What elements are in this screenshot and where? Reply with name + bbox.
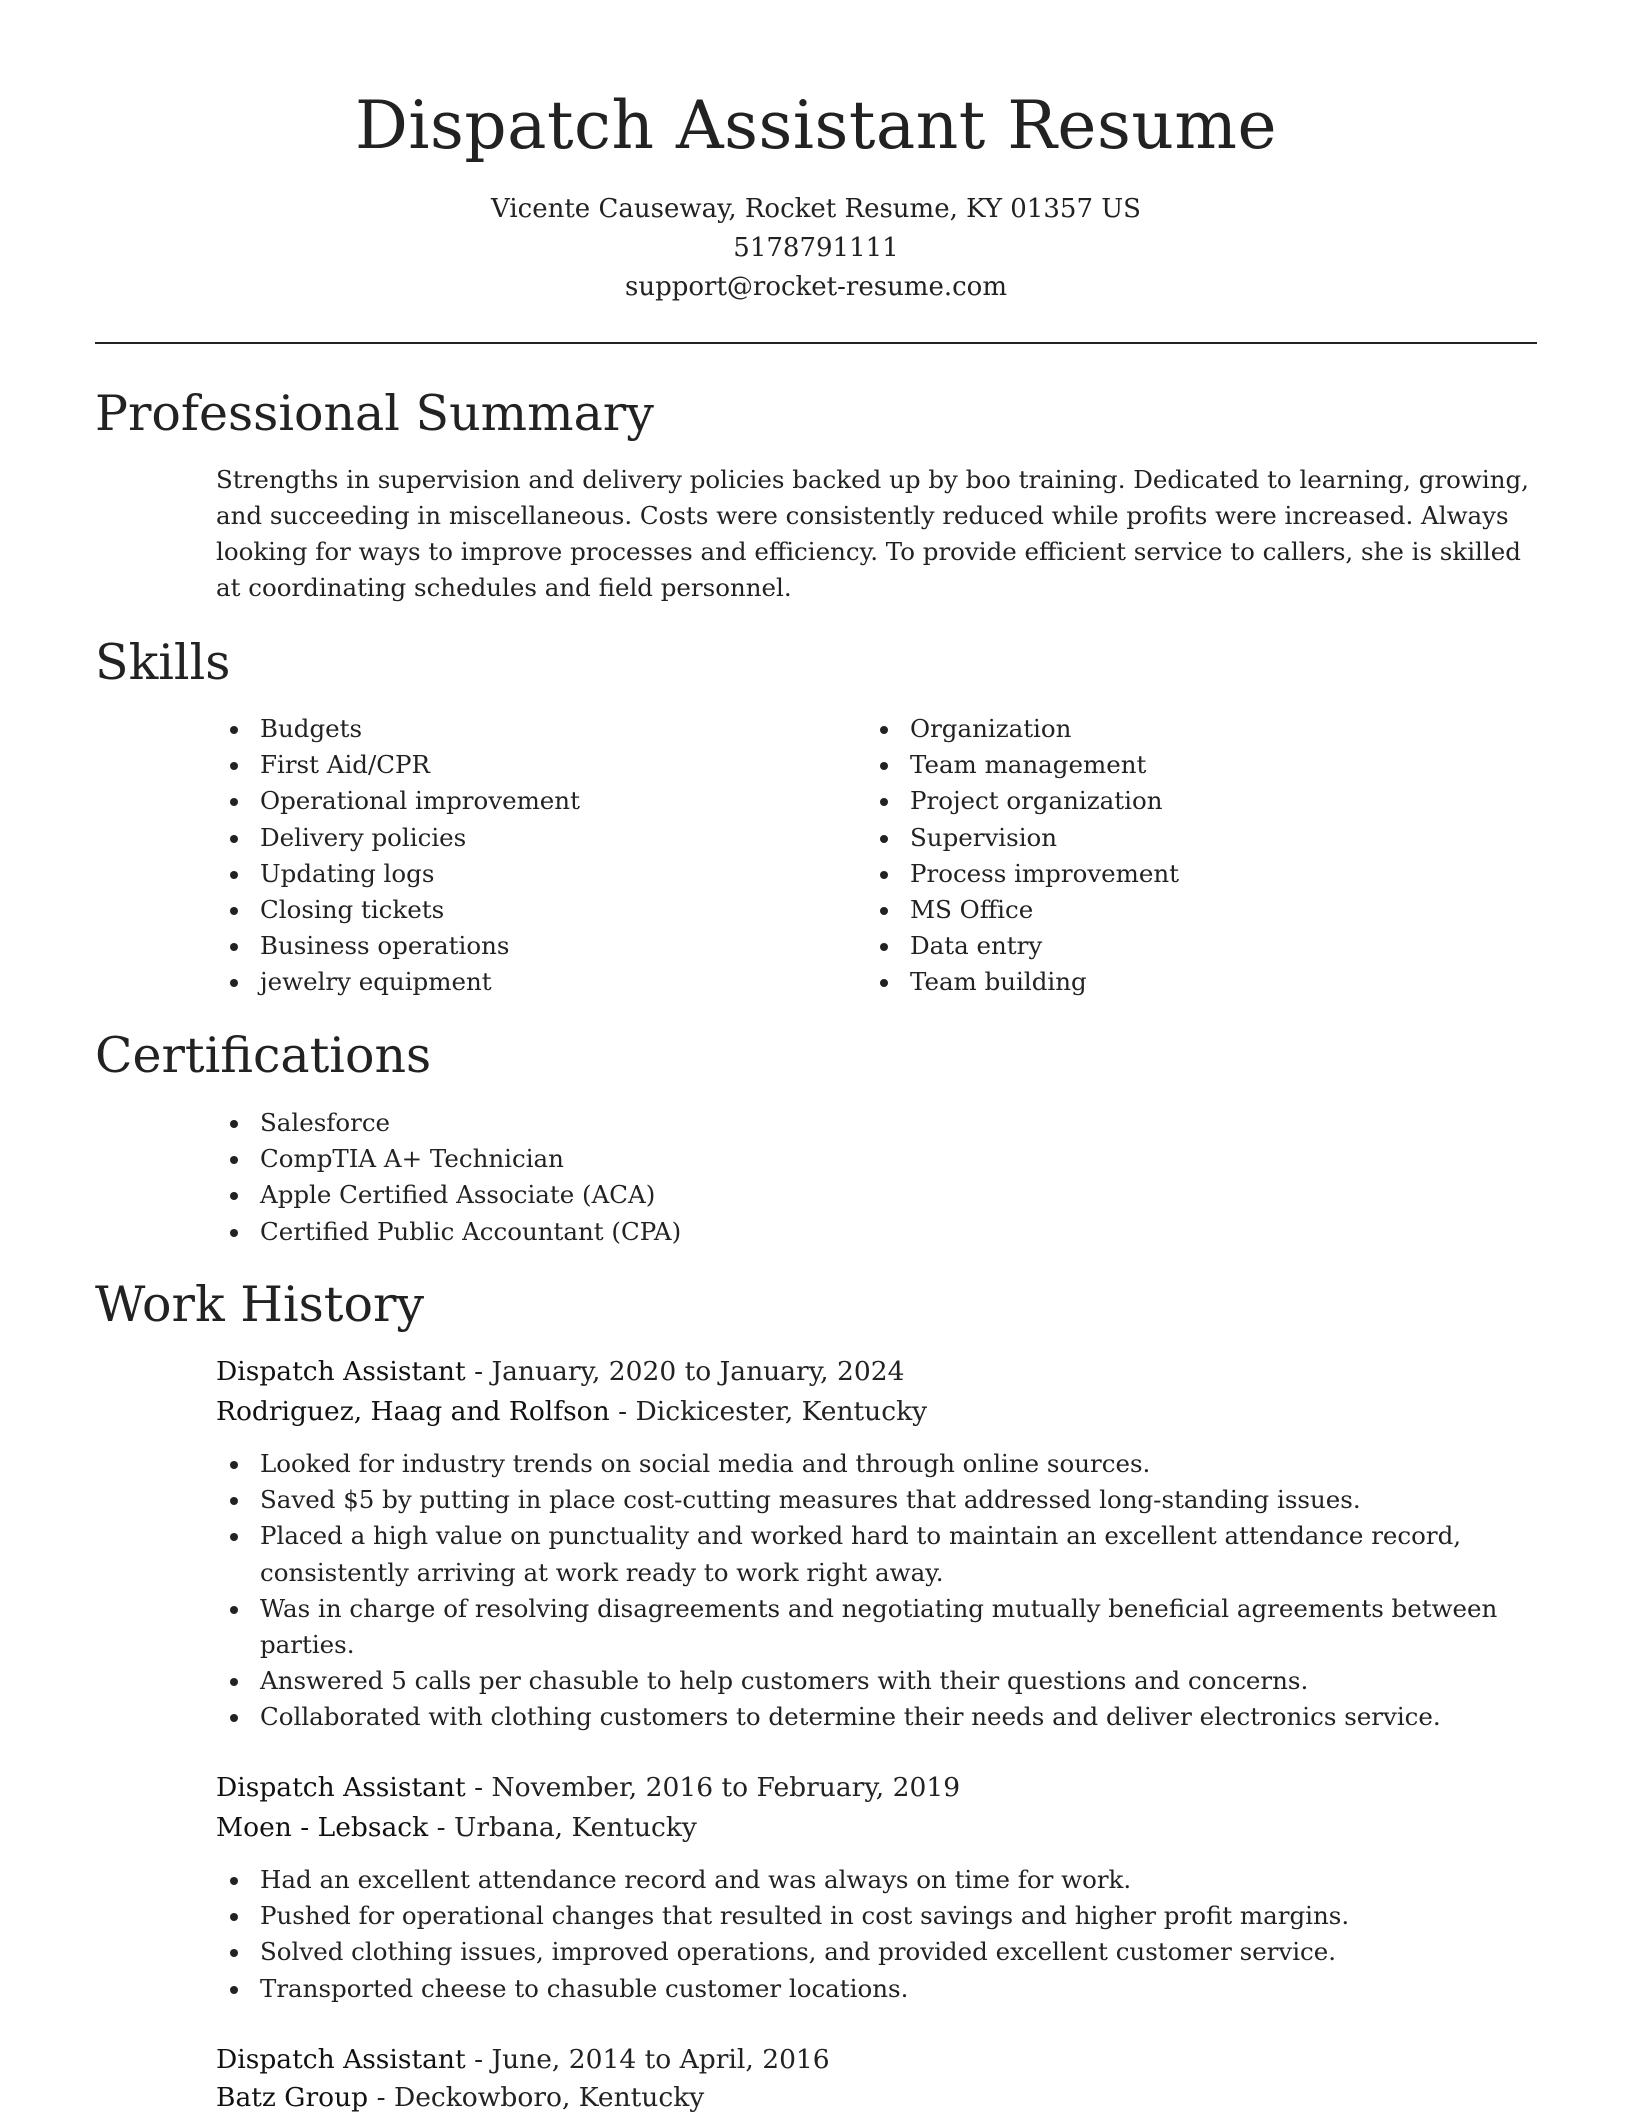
job-dates: June, 2014 to April, 2016 — [491, 2044, 830, 2075]
skills-list-right — [866, 711, 1466, 1001]
job-bullet: Was in charge of resolving disagreements and negotiating mutually beneficial agreements between parties. — [216, 1591, 1537, 1663]
job-company: Moen - Lebsack — [216, 1812, 429, 1843]
job-title-line: Dispatch Assistant - November, 2016 to February, 2019 — [216, 1772, 961, 1803]
job-location: Dickicester, Kentucky — [635, 1396, 928, 1427]
job-bullet: Transported cheese to chasuble customer locations. — [216, 1971, 1537, 2007]
job-location: Urbana, Kentucky — [454, 1812, 697, 1843]
job-title: Dispatch Assistant — [216, 2044, 466, 2075]
job-company-line: Rodriguez, Haag and Rolfson - Dickicester, Kentucky — [216, 1396, 928, 1427]
job-bullet: Placed a high value on punctuality and worked hard to maintain an excellent attendance record, consistently arriving at work ready to work right away. — [216, 1518, 1537, 1590]
skill-item: Business operations — [216, 928, 816, 964]
job-title: Dispatch Assistant — [216, 1356, 466, 1387]
skill-item: Team building — [866, 964, 1466, 1000]
job-title-line: Dispatch Assistant - June, 2014 to April, 2016 — [216, 2044, 830, 2075]
skills-heading: Skills — [95, 634, 231, 691]
job-bullets — [216, 1446, 1537, 1736]
certifications-list — [216, 1105, 1416, 1250]
skill-item: Closing tickets — [216, 892, 816, 928]
skill-item: Supervision — [866, 820, 1466, 856]
job-bullet: Answered 5 calls per chasuble to help customers with their questions and concerns. — [216, 1663, 1537, 1699]
job-company-line: Moen - Lebsack - Urbana, Kentucky — [216, 1812, 697, 1843]
skill-item: Budgets — [216, 711, 816, 747]
job-company-line: Batz Group - Deckowboro, Kentucky — [216, 2082, 705, 2113]
job-dates: November, 2016 to February, 2019 — [491, 1772, 961, 1803]
page-title: Dispatch Assistant Resume — [355, 87, 1277, 164]
skill-item: First Aid/CPR — [216, 747, 816, 783]
job-bullet: Had an excellent attendance record and was always on time for work. — [216, 1862, 1537, 1898]
skill-item: MS Office — [866, 892, 1466, 928]
work-history-heading: Work History — [95, 1276, 425, 1333]
job-location: Deckowboro, Kentucky — [393, 2082, 705, 2113]
skill-item: Data entry — [866, 928, 1466, 964]
summary-text: Strengths in supervision and delivery policies backed up by boo training. Dedicated to learning, growing, and succeeding in miscellaneous. Costs were consistently reduced while profits were increased. Always looking for ways to improve processes and efficiency. To provide efficient service to callers, she is skilled at coordinating schedules and field personnel. — [216, 465, 1529, 602]
job-title: Dispatch Assistant — [216, 1772, 466, 1803]
job-title-line: Dispatch Assistant - January, 2020 to January, 2024 — [216, 1356, 905, 1387]
job-bullet: Pushed for operational changes that resulted in cost savings and higher profit margins. — [216, 1898, 1537, 1934]
skill-item: Delivery policies — [216, 820, 816, 856]
skill-item: Project organization — [866, 783, 1466, 819]
certification-item: Apple Certified Associate (ACA) — [216, 1177, 1416, 1213]
contact-block — [95, 190, 1537, 307]
job-company: Rodriguez, Haag and Rolfson — [216, 1396, 610, 1427]
certification-item: CompTIA A+ Technician — [216, 1141, 1416, 1177]
contact-address: Vicente Causeway, Rocket Resume, KY 01357 US — [491, 194, 1141, 224]
job-company: Batz Group — [216, 2082, 369, 2113]
job-dates: January, 2020 to January, 2024 — [491, 1356, 905, 1387]
skill-item: jewelry equipment — [216, 964, 816, 1000]
contact-phone: 5178791111 — [733, 233, 899, 263]
summary-heading: Professional Summary — [95, 385, 654, 442]
certifications-heading: Certifications — [95, 1027, 432, 1084]
job-bullet: Looked for industry trends on social media and through online sources. — [216, 1446, 1537, 1482]
certification-item: Salesforce — [216, 1105, 1416, 1141]
job-bullet: Collaborated with clothing customers to determine their needs and deliver electronics service. — [216, 1699, 1537, 1735]
skill-item: Organization — [866, 711, 1466, 747]
skill-item: Operational improvement — [216, 783, 816, 819]
skill-item: Process improvement — [866, 856, 1466, 892]
job-bullets — [216, 1862, 1537, 2007]
skill-item: Updating logs — [216, 856, 816, 892]
skills-list-left — [216, 711, 816, 1001]
certification-item: Certified Public Accountant (CPA) — [216, 1214, 1416, 1250]
job-bullet: Solved clothing issues, improved operations, and provided excellent customer service. — [216, 1934, 1537, 1970]
contact-email: support@rocket-resume.com — [624, 272, 1007, 302]
header-divider — [95, 342, 1537, 344]
skill-item: Team management — [866, 747, 1466, 783]
job-bullet: Saved $5 by putting in place cost-cutting measures that addressed long-standing issues. — [216, 1482, 1537, 1518]
